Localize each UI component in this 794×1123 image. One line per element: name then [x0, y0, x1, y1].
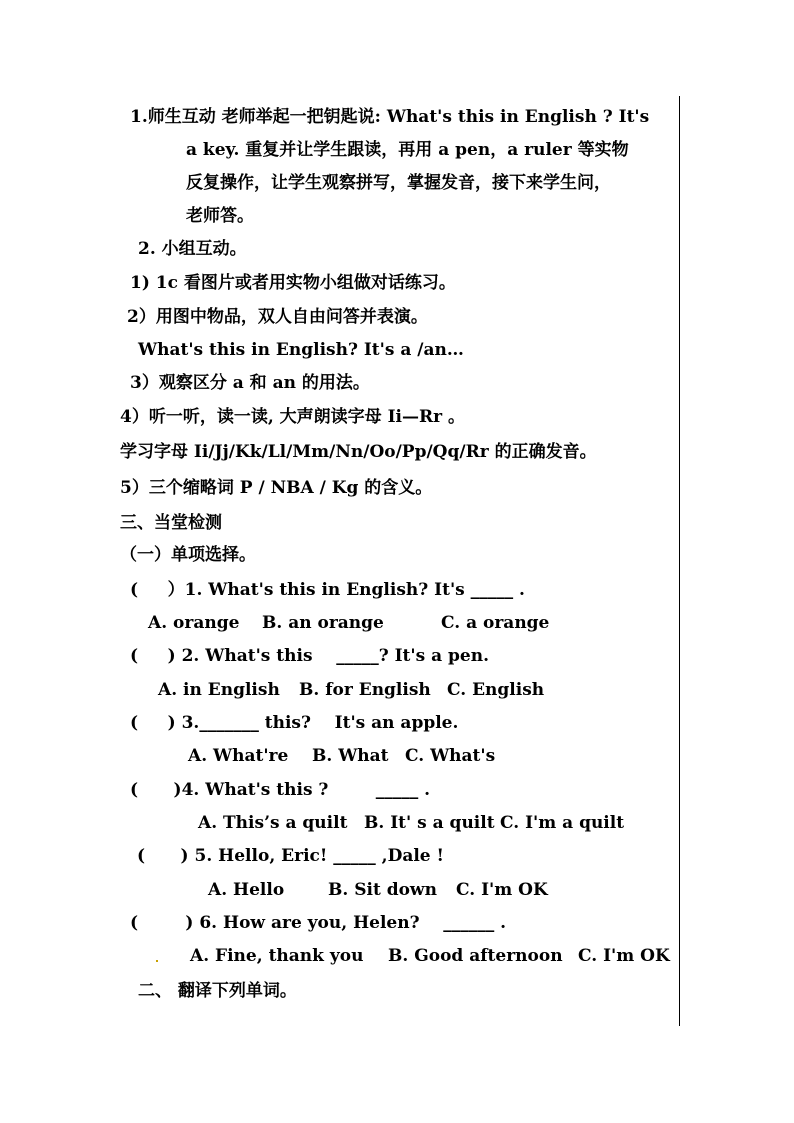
- question-4-stem: ( )4. What's this ? _____ .: [130, 780, 431, 800]
- question-4-option-c: C. I'm a quilt: [500, 813, 625, 833]
- question-6-option-b: B. Good afternoon: [388, 946, 563, 966]
- question-5-option-c: C. I'm OK: [456, 880, 548, 900]
- group-item-2: 2）用图中物品，双人自由问答并表演。: [127, 307, 428, 327]
- question-6-option-c: C. I'm OK: [578, 946, 670, 966]
- intro-line-4: 老师答。: [186, 206, 254, 226]
- question-2-option-a: A. in English: [158, 680, 280, 700]
- section-2-title: 二、 翻译下列单词。: [138, 981, 297, 1001]
- group-letters: 学习字母 Ii/Jj/Kk/Ll/Mm/Nn/Oo/Pp/Qq/Rr 的正确发音。: [120, 442, 597, 462]
- question-4-option-b: B. It' s a quilt: [364, 813, 495, 833]
- intro-line-2: a key. 重复并让学生跟读，再用 a pen，a ruler 等实物: [186, 140, 629, 160]
- question-1-option-b: B. an orange: [262, 613, 384, 633]
- question-1-option-a: A. orange: [148, 613, 240, 633]
- group-item-4: 4）听一听，读一读, 大声朗读字母 Ii—Rr 。: [120, 407, 465, 427]
- group-dialog: What's this in English? It's a /an…: [138, 340, 464, 360]
- intro-line-3: 反复操作，让学生观察拼写，掌握发音，接下来学生问，: [186, 173, 611, 193]
- section-3-title: 三、当堂检测: [120, 513, 222, 533]
- stray-mark: [156, 960, 158, 962]
- question-1-option-c: C. a orange: [441, 613, 550, 633]
- table-border-line: [679, 96, 680, 1026]
- question-5-option-b: B. Sit down: [328, 880, 437, 900]
- section-3-subtitle: （一）单项选择。: [120, 545, 256, 565]
- question-6-option-a: A. Fine, thank you: [190, 946, 364, 966]
- question-2-stem: ( ) 2. What's this _____? It's a pen.: [130, 646, 489, 666]
- group-item-3: 3）观察区分 a 和 an 的用法。: [130, 373, 370, 393]
- group-title: 2. 小组互动。: [138, 239, 247, 259]
- group-item-1: 1) 1c 看图片或者用实物小组做对话练习。: [130, 273, 456, 293]
- question-2-option-b: B. for English: [299, 680, 431, 700]
- question-5-stem: ( ) 5. Hello, Eric! _____ ,Dale !: [137, 846, 445, 866]
- question-1-stem: ( ）1. What's this in English? It's _____ .: [130, 580, 525, 600]
- group-item-5: 5）三个缩略词 P / NBA / Kg 的含义。: [120, 478, 433, 498]
- question-2-option-c: C. English: [447, 680, 545, 700]
- question-4-option-a: A. This’s a quilt: [198, 813, 348, 833]
- question-3-stem: ( ) 3._______ this? It's an apple.: [130, 713, 459, 733]
- question-3-option-a: A. What're: [188, 746, 289, 766]
- question-3-option-c: C. What's: [405, 746, 496, 766]
- question-6-stem: ( ) 6. How are you, Helen? ______ .: [130, 913, 507, 933]
- question-3-option-b: B. What: [312, 746, 389, 766]
- intro-line-1: 1.师生互动 老师举起一把钥匙说: What's this in English ? It's: [130, 107, 650, 127]
- question-5-option-a: A. Hello: [208, 880, 285, 900]
